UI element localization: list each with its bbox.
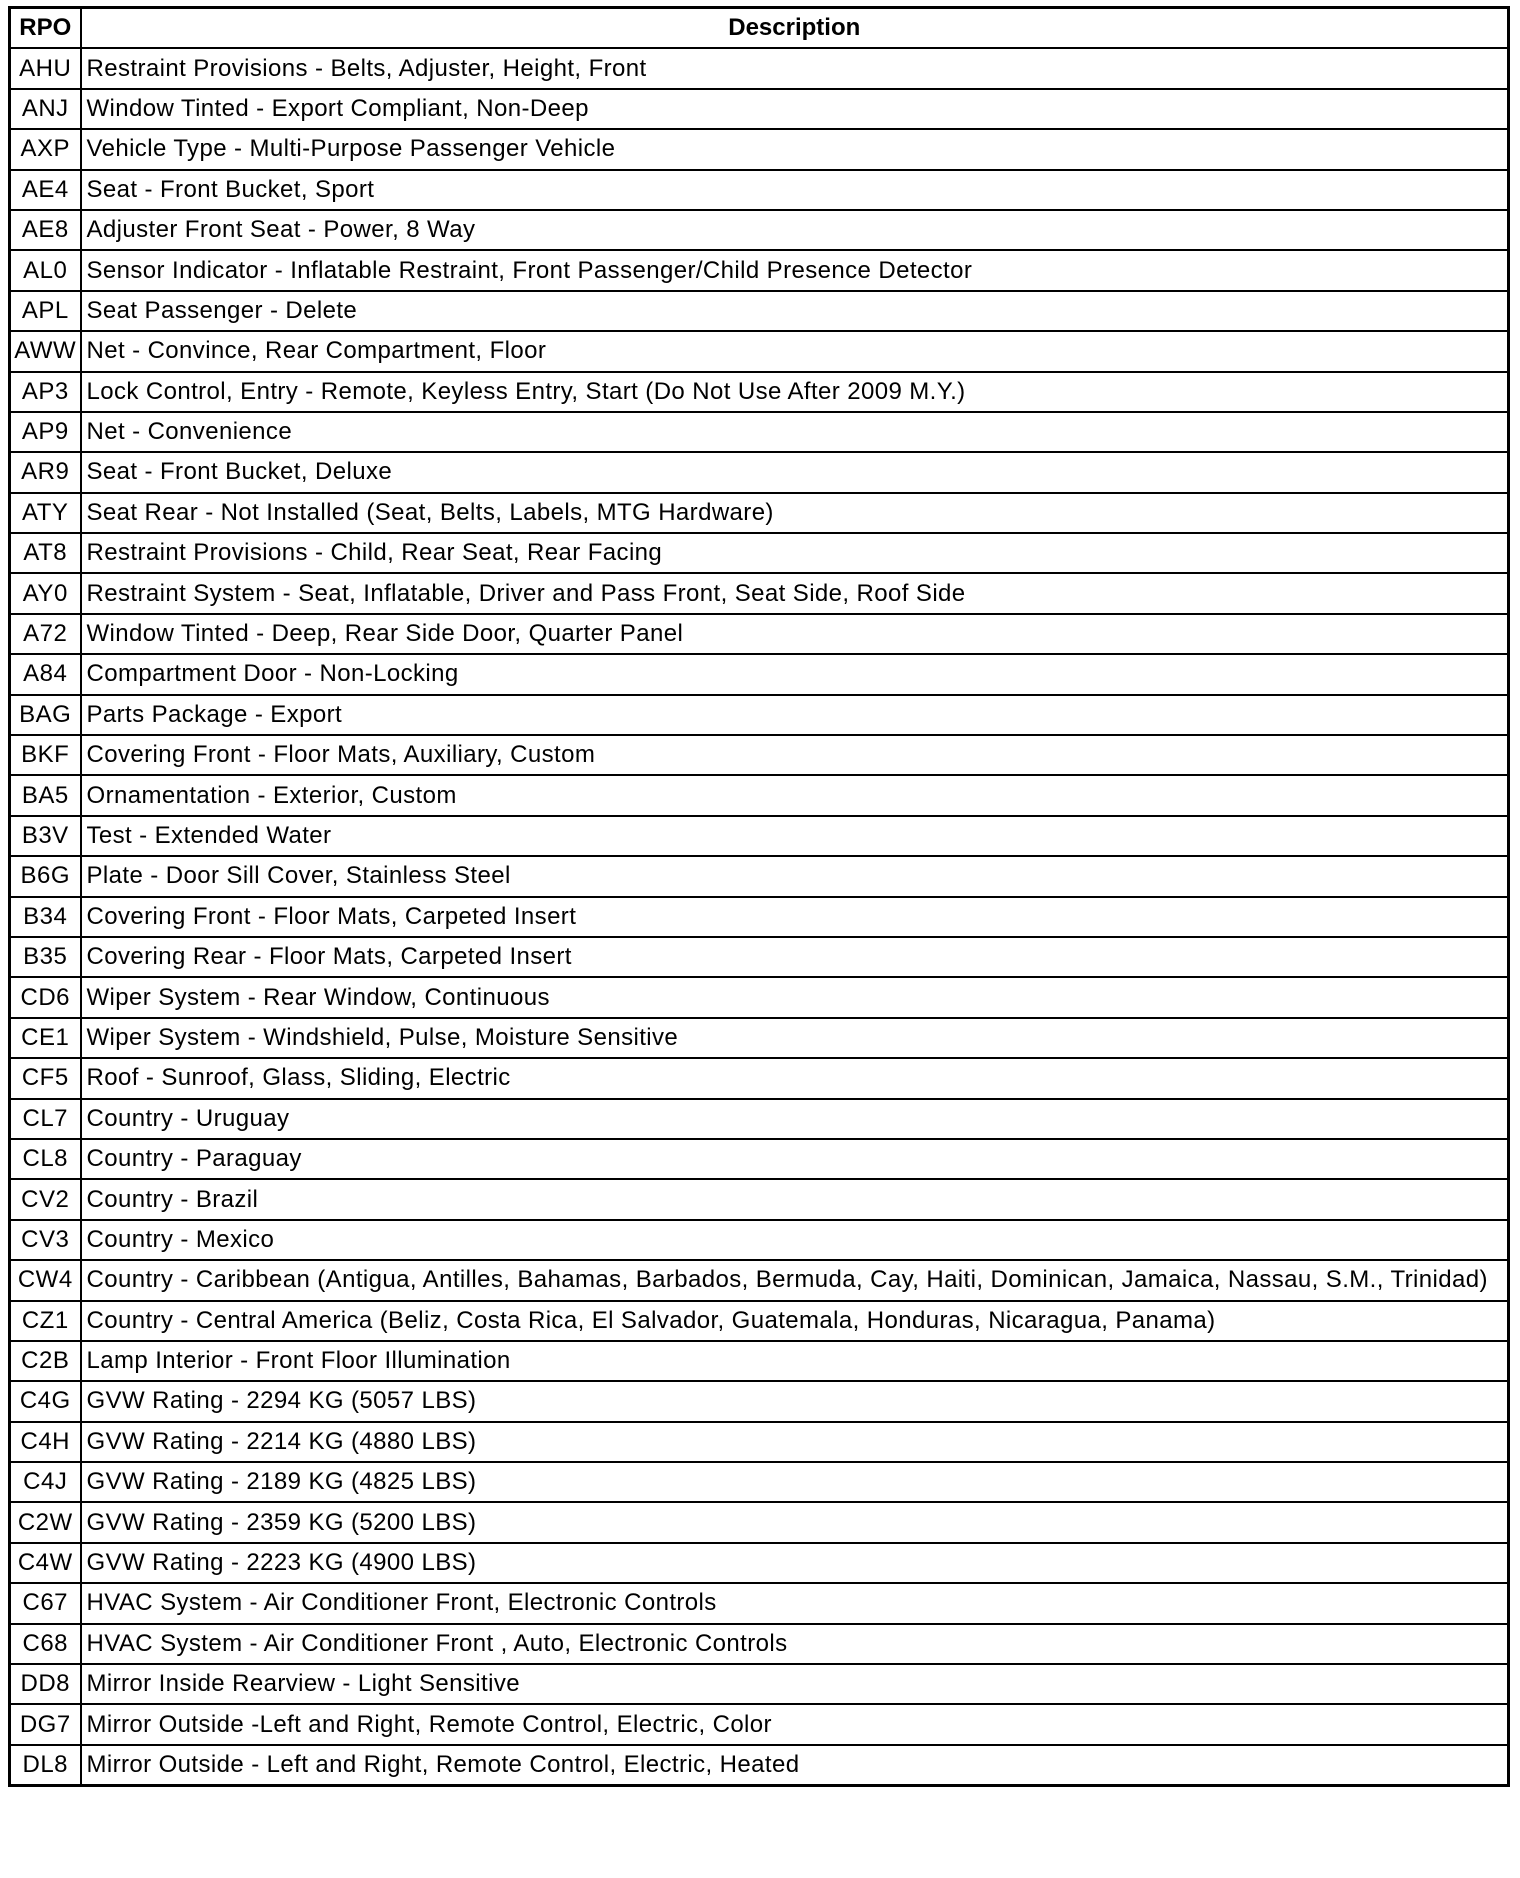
rpo-code-cell: AE4 — [10, 170, 81, 210]
description-cell: Roof - Sunroof, Glass, Sliding, Electric — [81, 1058, 1509, 1098]
description-cell: HVAC System - Air Conditioner Front , Auto, Electronic Controls — [81, 1624, 1509, 1664]
table-row — [10, 1745, 1509, 1786]
table-row — [10, 1018, 1509, 1058]
rpo-code-cell: A84 — [10, 654, 81, 694]
description-cell: Restraint Provisions - Child, Rear Seat, Rear Facing — [81, 533, 1509, 573]
rpo-code-cell: B3V — [10, 816, 81, 856]
description-cell: Country - Caribbean (Antigua, Antilles, Bahamas, Barbados, Bermuda, Cay, Haiti, Dominican, Jamaica, Nassau, S.M., Trinidad) — [81, 1260, 1509, 1300]
description-cell: Adjuster Front Seat - Power, 8 Way — [81, 210, 1509, 250]
description-cell: Lock Control, Entry - Remote, Keyless Entry, Start (Do Not Use After 2009 M.Y.) — [81, 372, 1509, 412]
description-cell: Country - Paraguay — [81, 1139, 1509, 1179]
table-row — [10, 654, 1509, 694]
rpo-code-cell: CV2 — [10, 1179, 81, 1219]
description-cell: Seat Rear - Not Installed (Seat, Belts, Labels, MTG Hardware) — [81, 493, 1509, 533]
description-cell: Lamp Interior - Front Floor Illumination — [81, 1341, 1509, 1381]
description-cell: Test - Extended Water — [81, 816, 1509, 856]
table-row — [10, 573, 1509, 613]
table-row — [10, 614, 1509, 654]
rpo-code-cell: AE8 — [10, 210, 81, 250]
table-row — [10, 1179, 1509, 1219]
rpo-code-cell: AXP — [10, 129, 81, 169]
description-cell: Ornamentation - Exterior, Custom — [81, 775, 1509, 815]
rpo-code-cell: C4G — [10, 1381, 81, 1421]
table-row — [10, 210, 1509, 250]
table-row — [10, 1502, 1509, 1542]
description-cell: GVW Rating - 2359 KG (5200 LBS) — [81, 1502, 1509, 1542]
rpo-code-cell: C67 — [10, 1583, 81, 1623]
table-row — [10, 1058, 1509, 1098]
description-cell: Net - Convenience — [81, 412, 1509, 452]
table-row — [10, 816, 1509, 856]
rpo-code-cell: AWW — [10, 331, 81, 371]
description-cell: Seat - Front Bucket, Sport — [81, 170, 1509, 210]
table-row — [10, 1664, 1509, 1704]
rpo-code-cell: C4J — [10, 1462, 81, 1502]
description-cell: Vehicle Type - Multi-Purpose Passenger Vehicle — [81, 129, 1509, 169]
header-row — [10, 8, 1509, 49]
table-row — [10, 695, 1509, 735]
rpo-code-cell: BAG — [10, 695, 81, 735]
table-row — [10, 129, 1509, 169]
description-cell: Parts Package - Export — [81, 695, 1509, 735]
rpo-code-cell: BA5 — [10, 775, 81, 815]
description-cell: Window Tinted - Export Compliant, Non-Deep — [81, 89, 1509, 129]
rpo-code-cell: DG7 — [10, 1704, 81, 1744]
description-cell: Compartment Door - Non-Locking — [81, 654, 1509, 694]
table-row — [10, 533, 1509, 573]
table-row — [10, 1704, 1509, 1744]
table-row — [10, 331, 1509, 371]
rpo-code-cell: A72 — [10, 614, 81, 654]
description-cell: Covering Front - Floor Mats, Auxiliary, Custom — [81, 735, 1509, 775]
description-cell: Restraint System - Seat, Inflatable, Driver and Pass Front, Seat Side, Roof Side — [81, 573, 1509, 613]
description-cell: GVW Rating - 2214 KG (4880 LBS) — [81, 1422, 1509, 1462]
rpo-code-cell: CV3 — [10, 1220, 81, 1260]
rpo-column-header: RPO — [10, 8, 81, 49]
table-row — [10, 775, 1509, 815]
table-row — [10, 1543, 1509, 1583]
description-cell: Mirror Inside Rearview - Light Sensitive — [81, 1664, 1509, 1704]
description-cell: Mirror Outside -Left and Right, Remote Control, Electric, Color — [81, 1704, 1509, 1744]
table-row — [10, 372, 1509, 412]
rpo-code-cell: CL7 — [10, 1099, 81, 1139]
rpo-code-cell: C2B — [10, 1341, 81, 1381]
rpo-code-cell: CW4 — [10, 1260, 81, 1300]
rpo-code-cell: B6G — [10, 856, 81, 896]
rpo-code-cell: AR9 — [10, 452, 81, 492]
description-cell: Country - Uruguay — [81, 1099, 1509, 1139]
table-row — [10, 937, 1509, 977]
table-row — [10, 1381, 1509, 1421]
description-cell: Country - Mexico — [81, 1220, 1509, 1260]
description-cell: GVW Rating - 2189 KG (4825 LBS) — [81, 1462, 1509, 1502]
rpo-code-cell: DL8 — [10, 1745, 81, 1786]
description-cell: Covering Rear - Floor Mats, Carpeted Insert — [81, 937, 1509, 977]
table-row — [10, 250, 1509, 290]
rpo-code-cell: BKF — [10, 735, 81, 775]
description-cell: GVW Rating - 2223 KG (4900 LBS) — [81, 1543, 1509, 1583]
rpo-code-cell: AY0 — [10, 573, 81, 613]
table-row — [10, 291, 1509, 331]
rpo-code-cell: CF5 — [10, 1058, 81, 1098]
table-row — [10, 493, 1509, 533]
table-row — [10, 1301, 1509, 1341]
description-column-header: Description — [81, 8, 1509, 49]
table-row — [10, 412, 1509, 452]
table-row — [10, 1583, 1509, 1623]
rpo-code-cell: ANJ — [10, 89, 81, 129]
description-cell: Country - Brazil — [81, 1179, 1509, 1219]
table-row — [10, 1139, 1509, 1179]
rpo-code-cell: DD8 — [10, 1664, 81, 1704]
rpo-code-cell: B35 — [10, 937, 81, 977]
description-cell: Country - Central America (Beliz, Costa Rica, El Salvador, Guatemala, Honduras, Nicaragua, Panama) — [81, 1301, 1509, 1341]
table-row — [10, 1341, 1509, 1381]
table-row — [10, 1260, 1509, 1300]
description-cell: GVW Rating - 2294 KG (5057 LBS) — [81, 1381, 1509, 1421]
table-row — [10, 1220, 1509, 1260]
description-cell: Wiper System - Rear Window, Continuous — [81, 977, 1509, 1017]
table-row — [10, 1462, 1509, 1502]
table-row — [10, 89, 1509, 129]
table-row — [10, 735, 1509, 775]
table-row — [10, 1422, 1509, 1462]
description-cell: Seat Passenger - Delete — [81, 291, 1509, 331]
rpo-code-cell: AL0 — [10, 250, 81, 290]
description-cell: Restraint Provisions - Belts, Adjuster, Height, Front — [81, 48, 1509, 88]
rpo-code-cell: CZ1 — [10, 1301, 81, 1341]
table-header — [10, 8, 1509, 49]
description-cell: Mirror Outside - Left and Right, Remote Control, Electric, Heated — [81, 1745, 1509, 1786]
table-body — [10, 48, 1509, 1785]
description-cell: Net - Convince, Rear Compartment, Floor — [81, 331, 1509, 371]
table-row — [10, 977, 1509, 1017]
description-cell: Wiper System - Windshield, Pulse, Moisture Sensitive — [81, 1018, 1509, 1058]
table-row — [10, 48, 1509, 88]
rpo-code-cell: AHU — [10, 48, 81, 88]
description-cell: Sensor Indicator - Inflatable Restraint, Front Passenger/Child Presence Detector — [81, 250, 1509, 290]
rpo-code-cell: CL8 — [10, 1139, 81, 1179]
table-row — [10, 452, 1509, 492]
rpo-code-cell: CD6 — [10, 977, 81, 1017]
description-cell: Plate - Door Sill Cover, Stainless Steel — [81, 856, 1509, 896]
rpo-code-cell: C68 — [10, 1624, 81, 1664]
table-row — [10, 170, 1509, 210]
rpo-code-cell: CE1 — [10, 1018, 81, 1058]
table-row — [10, 1099, 1509, 1139]
rpo-code-cell: APL — [10, 291, 81, 331]
rpo-code-cell: ATY — [10, 493, 81, 533]
rpo-code-cell: C4H — [10, 1422, 81, 1462]
rpo-code-cell: C2W — [10, 1502, 81, 1542]
table-row — [10, 1624, 1509, 1664]
rpo-code-cell: AT8 — [10, 533, 81, 573]
description-cell: Covering Front - Floor Mats, Carpeted Insert — [81, 897, 1509, 937]
description-cell: Window Tinted - Deep, Rear Side Door, Quarter Panel — [81, 614, 1509, 654]
rpo-code-cell: AP9 — [10, 412, 81, 452]
table-row — [10, 856, 1509, 896]
table-row — [10, 897, 1509, 937]
description-cell: Seat - Front Bucket, Deluxe — [81, 452, 1509, 492]
rpo-code-cell: C4W — [10, 1543, 81, 1583]
description-cell: HVAC System - Air Conditioner Front, Electronic Controls — [81, 1583, 1509, 1623]
rpo-code-cell: AP3 — [10, 372, 81, 412]
rpo-table — [8, 6, 1510, 1787]
rpo-code-cell: B34 — [10, 897, 81, 937]
